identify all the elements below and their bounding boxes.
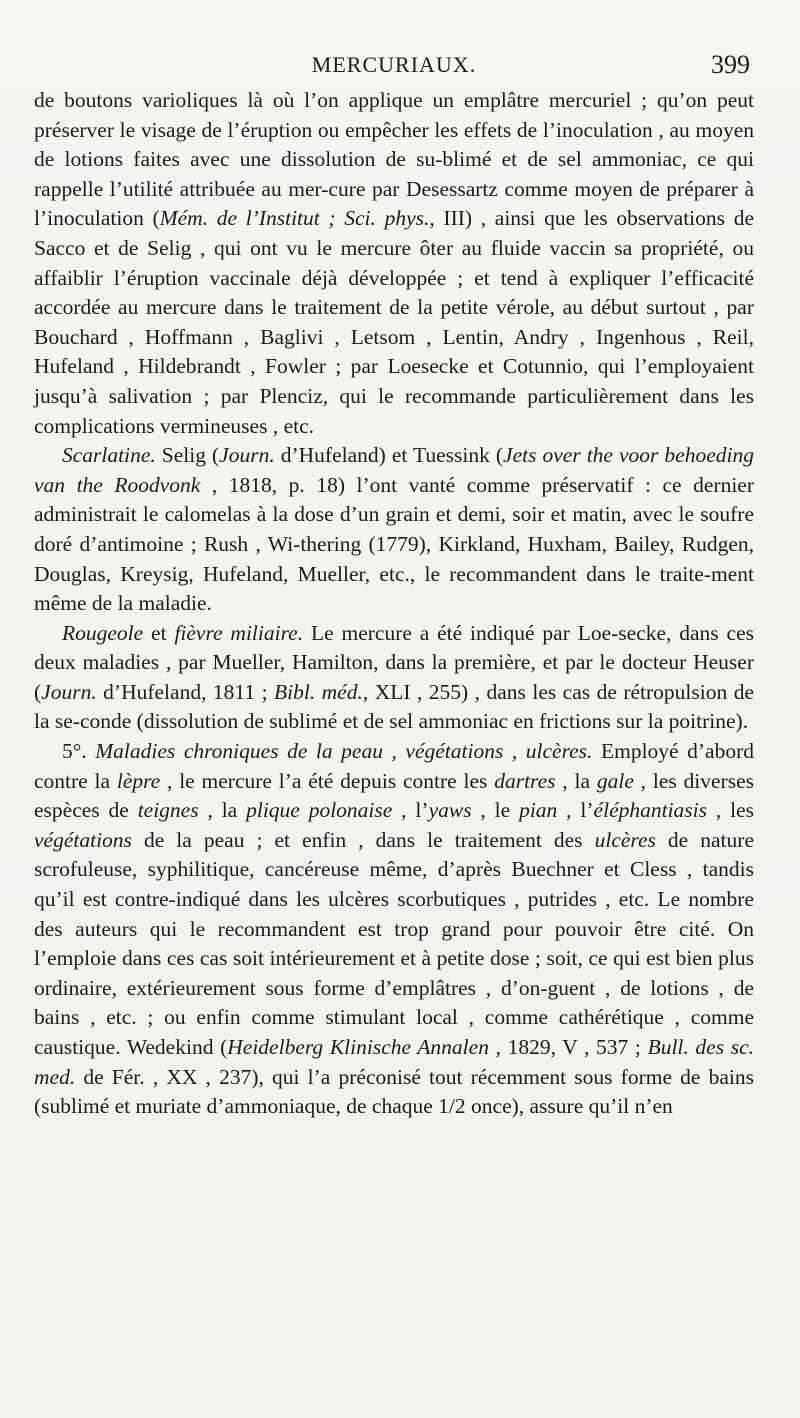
italic-text-run: éléphantiasis [593,798,708,823]
text-run: , l’ [557,798,594,823]
italic-text-run: pian [519,798,558,823]
text-run: , la [198,798,247,823]
italic-text-run: Scarlatine. [62,443,156,468]
italic-text-run: plique polonaise [246,798,393,823]
text-run: de Fér. , XX , 237), qui l’a préconisé tout récemment sous forme de bains (sublimé et muriate d’ammoniaque, de chaque 1/2 once), assure qu’il n’en [34,1064,754,1119]
text-run: Le mercure a été indiqué par Loe-secke, dans ces deux maladies , par Mueller, Hamilton, dans la première, et par le docteur Heuser ( [34,620,754,704]
text-run: et [143,620,175,645]
paragraph-scarlatine [34,441,754,619]
italic-text-run: dartres [494,768,556,793]
italic-text-run: Jets over the voor behoeding van the Roodvonk [34,443,754,497]
italic-text-run: Maladies chroniques de la peau , végétations , ulcères. [95,739,593,764]
italic-text-run: végétations [34,827,132,852]
text-run: , le [471,798,520,823]
italic-text-run: fièvre miliaire. [174,620,304,645]
paragraph-smallpox-continuation [34,86,754,441]
text-run: , III) , ainsi que les observations de Sacco et de Selig , qui ont vu le mercure ôter au fluide vaccin sa propriété, ou affaiblir l’éruption vaccinale déjà développée ; et tend à expliquer l’efficacité accordée au mercure dans le traitement de la petite vérole, au début surtout , par Bouchard , Hoffmann , Baglivi , Letsom , Lentin, Andry , Ingenhous , Reil, Hufeland , Hildebrandt , Fowler ; par Loesecke et Cotunnio, qui l’employaient jusqu’à salivation ; par Plenciz, qui le recommande particulièrement dans les complications vermineuses , etc. [34,206,754,438]
text-run: Selig ( [155,443,220,468]
text-run: Employé d’abord contre la [34,739,754,793]
text-run: 5°. [62,739,96,764]
page-number: 399 [711,50,750,79]
italic-text-run: gale [596,768,634,793]
italic-text-run: lèpre [116,768,161,793]
text-run: , 1818, p. 18) l’ont vanté comme préservatif : ce dernier administrait le calomelas à la dose d’un grain et demi, soir et matin, avec le soufre doré d’antimoine ; Rush , Wi-thering (1779), Kirkland, Huxham, Bailey, Rudgen, Douglas, Kreysig, Hufeland, Mueller, etc., le recommandent dans le traite-ment même de la maladie. [34,472,755,616]
paragraph-chronic-skin-diseases [34,737,754,1122]
text-run: d’Hufeland) et Tuessink ( [274,443,504,468]
paragraph-rougeole [34,619,754,737]
text-run: de la peau ; et enfin , dans le traitement des [131,827,595,852]
italic-text-run: Journ. [219,443,275,468]
text-run: , les diverses espèces de [34,768,754,823]
text-run: , l’ [392,798,429,823]
text-run: d’Hufeland, 1811 ; [96,679,274,704]
italic-text-run: Rougeole [62,620,144,645]
italic-text-run: Bull. des sc. med. [34,1035,754,1089]
text-run: , les [707,798,755,823]
page-header [34,46,754,86]
italic-text-run: Mém. de l’Institut ; Sci. phys. [159,206,430,231]
text-run: , 1829, V , 537 ; [488,1035,648,1059]
italic-text-run: Journ. [41,679,97,704]
text-run: , XLI , 255) , dans les cas de rétropulsion de la se-conde (dissolution de sublimé et de sel ammoniac en frictions sur la poitrine). [34,679,754,734]
italic-text-run: Heidelberg Klinische Annalen [227,1035,489,1059]
text-run: , la [555,768,597,793]
running-title: MERCURIAUX. [311,52,477,77]
italic-text-run: yaws [428,798,472,823]
italic-text-run: Bibl. méd. [274,679,363,704]
body-text [34,86,754,1122]
text-run: de boutons varioliques là où l’on applique un emplâtre mercuriel ; qu’on peut préserver le visage de l’éruption ou empêcher les effets de l’inoculation , au moyen de lotions faites avec une dissolution de su-blimé et de sel ammoniac, ce qui rappelle l’utilité attribuée au mer-cure par Desessartz comme moyen de préparer à l’inoculation ( [34,88,754,231]
italic-text-run: teignes [137,798,199,823]
italic-text-run: ulcères [594,827,656,852]
text-run: , le mercure l’a été depuis contre les [160,768,495,793]
text-run: de nature scrofuleuse, syphilitique, cancéreuse même, d’après Buechner et Cless , tandis qu’il est contre-indiqué dans les ulcères scorbutiques , putrides , etc. Le nombre des auteurs qui le recommandent est trop grand pour pouvoir être cité. On l’emploie dans ces cas soit intérieurement et à petite dose ; soit, ce qui est bien plus ordinaire, extérieurement sous forme d’emplâtres , d’on-guent , de lotions , de bains , etc. ; ou enfin comme stimulant local , comme cathérétique , comme caustique. Wedekind ( [34,827,754,1059]
